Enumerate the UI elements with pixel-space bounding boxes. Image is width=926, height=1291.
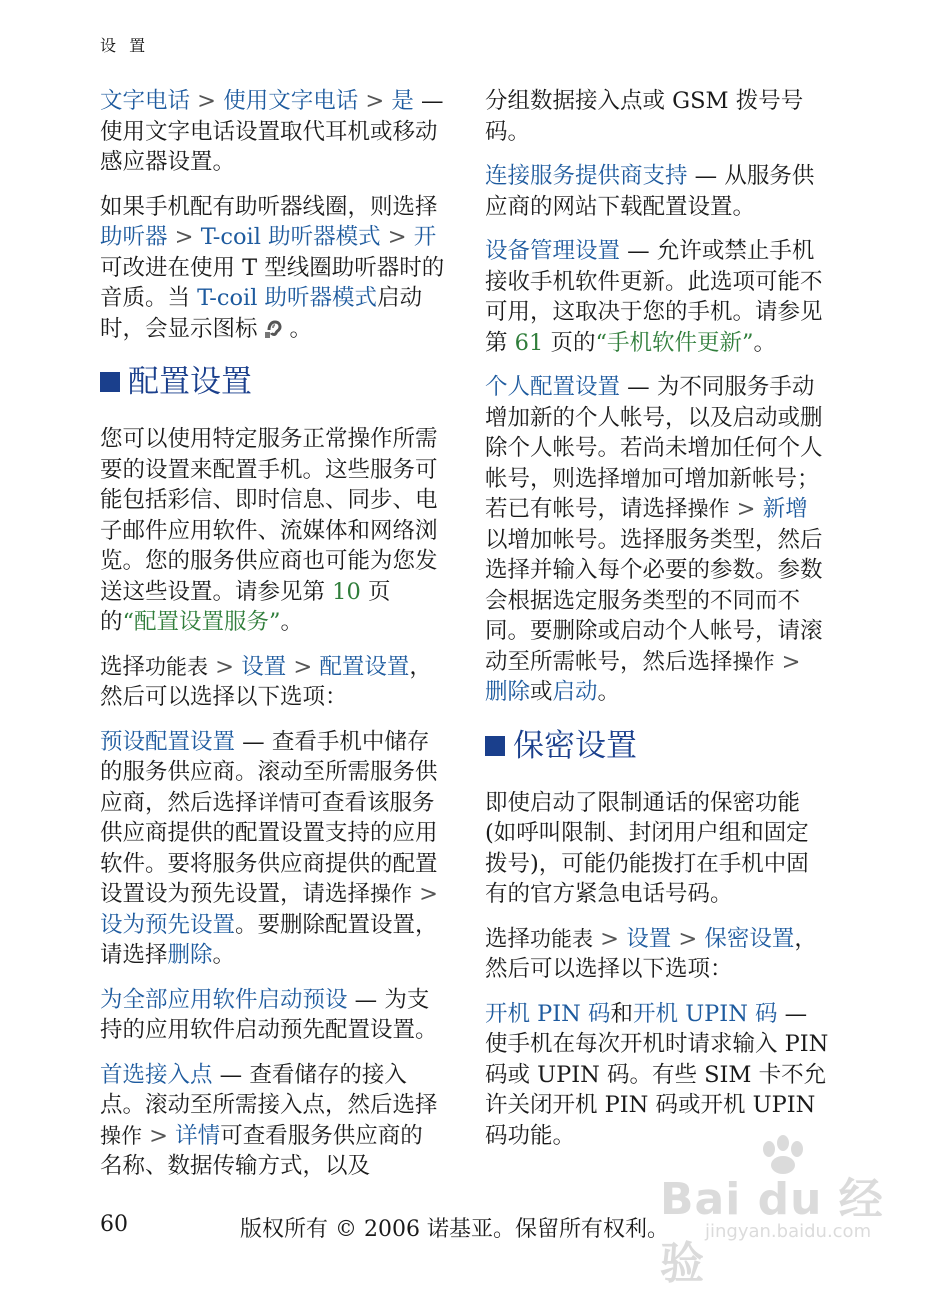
right-column bbox=[485, 86, 830, 1165]
softkey-label: 操作 bbox=[687, 497, 730, 521]
menu-link: 助听器 bbox=[100, 224, 168, 250]
menu-link: T-coil 助听器模式 bbox=[200, 224, 381, 250]
body-text: 您可以使用特定服务正常操作所需要的设置来配置手机。这些服务可能包括彩信、即时信息、同步、电子邮件应用软件、流媒体和网络浏览。您的服务供应商也可能为您发送这些设置。请参见第 bbox=[100, 426, 438, 605]
body-text: — 从服务供应商的网站下载配置设置。 bbox=[485, 163, 815, 220]
option-name: 预设配置设置 bbox=[100, 728, 236, 755]
body-text: 页的 bbox=[100, 578, 391, 635]
pin-code-paragraph bbox=[485, 999, 830, 1152]
menu-link: 开 bbox=[413, 224, 437, 250]
body-text: — 为支持的应用软件启动预先配置设置。 bbox=[100, 986, 438, 1043]
body-text: — 允许或禁止手机接收手机软件更新。此选项可能不可用，这取决于您的手机。请参见第 bbox=[485, 238, 823, 356]
menu-link: T-coil 助听器模式 bbox=[197, 285, 378, 311]
menu-link: 保密设置 bbox=[704, 925, 795, 952]
activate-default-paragraph bbox=[100, 985, 445, 1046]
access-point-continued-paragraph bbox=[485, 86, 830, 147]
body-text: 可改进在使用 T 型线圈助听器时的音质。当 bbox=[100, 254, 445, 311]
body-text: 以增加帐号。选择服务类型，然后选择并输入每个必要的参数。参数会根据选定服务类型的不同而不同。要删除或启动个人帐号，请滚动至所需帐号，然后选择 bbox=[485, 526, 823, 675]
provider-support-paragraph bbox=[485, 161, 830, 222]
menu-link: 详情 bbox=[175, 1122, 221, 1149]
menu-link: 启动 bbox=[552, 679, 598, 705]
body-text: 和 bbox=[610, 1000, 634, 1027]
body-text: 。 bbox=[289, 315, 313, 342]
copyright-notice: 版权所有 © 2006 诺基亚。保留所有权利。 bbox=[240, 1217, 669, 1242]
security-intro-paragraph bbox=[485, 788, 830, 910]
menu-separator: > bbox=[286, 653, 320, 680]
menu-link: 设为预先设置 bbox=[100, 911, 236, 938]
config-menu-path-paragraph bbox=[100, 652, 445, 713]
softkey-label: 增加 bbox=[620, 466, 663, 491]
security-menu-path-paragraph bbox=[485, 924, 830, 985]
page-number-footer: 60 bbox=[100, 1212, 128, 1237]
body-text: 页的 bbox=[543, 329, 596, 356]
softkey-label: 详情 bbox=[257, 790, 300, 815]
text-phone-paragraph bbox=[100, 86, 445, 178]
default-config-paragraph bbox=[100, 727, 445, 971]
body-text: 或 bbox=[530, 679, 553, 705]
preferred-access-point-paragraph bbox=[100, 1060, 445, 1182]
option-name: 个人配置设置 bbox=[485, 374, 621, 400]
device-manager-paragraph bbox=[485, 236, 830, 358]
body-text: 。 bbox=[753, 329, 776, 356]
body-text: 。要删除配置设置，请选择 bbox=[100, 911, 438, 968]
body-text: — 使用文字电话设置取代耳机或移动感应器设置。 bbox=[100, 88, 444, 175]
body-text: 。 bbox=[212, 942, 236, 968]
option-name: 开机 UPIN 码 bbox=[633, 1000, 778, 1027]
cross-reference: “配置设置服务” bbox=[122, 609, 281, 635]
menu-separator: > bbox=[729, 496, 763, 522]
page-number: 61 bbox=[514, 329, 544, 356]
body-text: ，然后可以选择以下选项： bbox=[100, 653, 432, 710]
body-text: 选择 bbox=[485, 925, 531, 952]
menu-separator: > bbox=[412, 881, 439, 907]
body-text: — 查看手机中储存的服务供应商。滚动至所需服务供应商，然后选择 bbox=[100, 728, 438, 816]
menu-separator: > bbox=[190, 88, 224, 114]
softkey-label: 功能表 bbox=[145, 654, 209, 679]
body-text: 选择 bbox=[100, 653, 146, 680]
menu-link: 设置 bbox=[241, 653, 287, 680]
menu-link: 删除 bbox=[485, 679, 531, 705]
body-text: — 使手机在每次开机时请求输入 PIN 码或 UPIN 码。有些 SIM 卡不允许关闭开机 PIN 码或开机 UPIN 码功能。 bbox=[485, 1000, 829, 1149]
body-text: 。 bbox=[280, 609, 304, 635]
menu-link: 新增 bbox=[762, 496, 808, 522]
menu-separator: > bbox=[208, 653, 242, 680]
menu-link: 是 bbox=[391, 88, 414, 114]
body-text: 。 bbox=[597, 679, 621, 705]
left-column bbox=[100, 86, 445, 1196]
hearing-aid-paragraph bbox=[100, 192, 445, 345]
body-text: 可查看服务供应商的名称、数据传输方式，以及 bbox=[100, 1122, 423, 1179]
running-header: 设 置 bbox=[100, 36, 150, 55]
menu-link: 使用文字电话 bbox=[223, 88, 359, 114]
page-number: 10 bbox=[332, 578, 361, 605]
option-name: 开机 PIN 码 bbox=[485, 1000, 611, 1027]
option-name: 设备管理设置 bbox=[485, 238, 621, 264]
softkey-label: 功能表 bbox=[530, 926, 594, 951]
menu-separator: > bbox=[142, 1122, 176, 1149]
menu-separator: > bbox=[774, 648, 801, 675]
heading-square-icon bbox=[100, 372, 120, 392]
menu-separator: > bbox=[358, 88, 392, 114]
body-text: 即使启动了限制通话的保密功能(如呼叫限制、封闭用户组和固定拨号)，可能仍能拨打在手机中固有的官方紧急电话号码。 bbox=[485, 789, 809, 907]
softkey-label: 操作 bbox=[100, 1123, 142, 1148]
option-name: 首选接入点 bbox=[100, 1061, 213, 1088]
body-text: 分组数据接入点或 GSM 拨号号码。 bbox=[485, 88, 804, 145]
cross-reference: “手机软件更新” bbox=[595, 329, 754, 356]
menu-link: 删除 bbox=[167, 942, 213, 968]
config-intro-paragraph bbox=[100, 424, 445, 638]
menu-link: 配置设置 bbox=[319, 653, 410, 680]
menu-separator: > bbox=[380, 224, 414, 250]
watermark-url: jingyan.baidu.com bbox=[705, 1221, 872, 1242]
menu-separator: > bbox=[167, 224, 201, 250]
softkey-label: 操作 bbox=[732, 649, 775, 674]
menu-link: 设置 bbox=[626, 925, 672, 952]
heading-square-icon bbox=[485, 736, 505, 756]
menu-separator: > bbox=[593, 925, 627, 952]
config-settings-heading: 配置设置 bbox=[100, 362, 445, 402]
menu-separator: > bbox=[671, 925, 705, 952]
body-text: 如果手机配有助听器线圈，则选择 bbox=[100, 193, 438, 220]
hearing-aid-icon bbox=[262, 316, 286, 340]
body-text: — 查看储存的接入点。滚动至所需接入点，然后选择 bbox=[100, 1061, 438, 1118]
security-settings-heading: 保密设置 bbox=[485, 726, 830, 766]
body-text: ，然后可以选择以下选项： bbox=[485, 925, 817, 982]
baidu-watermark bbox=[660, 1135, 890, 1289]
body-text: — 为不同服务手动增加新的个人帐号，以及启动或删除个人帐号。若尚未增加任何个人帐号，则选择 bbox=[485, 374, 823, 492]
body-text: 启动时，会显示图标 bbox=[100, 285, 423, 342]
body-text: 可增加新帐号；若已有帐号，请选择 bbox=[485, 465, 820, 522]
personal-config-paragraph bbox=[485, 372, 830, 708]
menu-link: 文字电话 bbox=[100, 88, 191, 114]
softkey-label: 操作 bbox=[370, 882, 413, 906]
option-name: 为全部应用软件启动预设 bbox=[100, 986, 348, 1013]
body-text: 可查看该服务供应商提供的配置设置支持的应用软件。要将服务供应商提供的配置设置设为预先设置，请选择 bbox=[100, 789, 438, 907]
watermark-text: Bai du 经验 bbox=[660, 1174, 884, 1289]
option-name: 连接服务提供商支持 bbox=[485, 163, 688, 189]
